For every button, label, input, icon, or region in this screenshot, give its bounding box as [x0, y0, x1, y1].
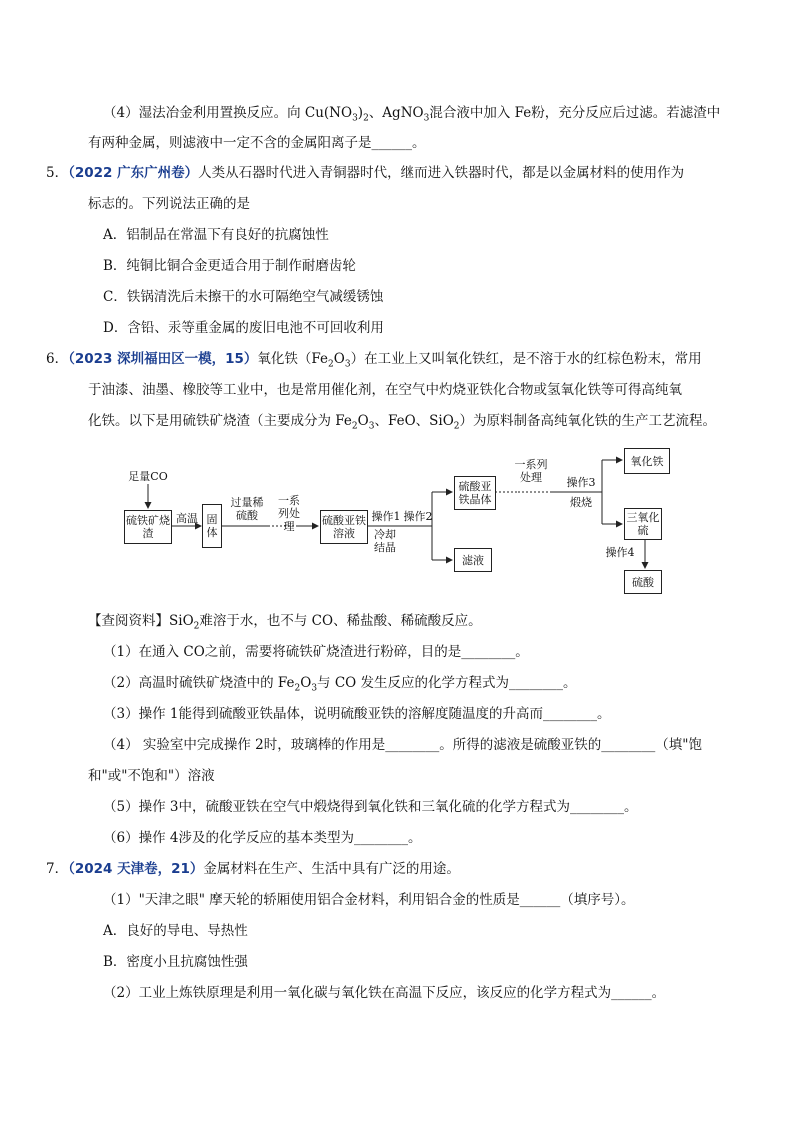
- q7-option-a: A．良好的导电、导热性: [103, 923, 248, 939]
- q7-part2: （2）工业上炼铁原理是利用一氧化碳与氧化铁在高温下反应，该反应的化学方程式为______。: [103, 985, 666, 1001]
- q5-stem-line1: 5．（2022 广东广州卷）人类从石器时代进入青铜器时代，继而进入铁器时代，都是以金属材料的使用作为: [46, 165, 685, 181]
- label-high-temp: 高温: [176, 512, 198, 525]
- q7-stem: 7．（2024 天津卷，21）金属材料在生产、生活中具有广泛的用途。: [46, 861, 460, 877]
- label-acid: 过量稀硫酸: [230, 496, 264, 522]
- q6-part1: （1）在通入 CO之前，需要将硫铁矿烧渣进行粉碎，目的是________。: [103, 644, 529, 660]
- q4-part4-line1: （4）湿法冶金利用置换反应。向 $Cu(NO_3)_2$、AgNO$_3$混合液中加入 Fe粉，充分反应后过滤。若滤渣中: [103, 105, 721, 124]
- box-oxide: 氧化铁: [624, 448, 670, 474]
- box-ore: 硫铁矿烧渣: [124, 510, 172, 544]
- q6-stem-line2: 于油漆、油墨、橡胶等工业中，也是常用催化剂，在空气中灼烧亚铁化合物或氢氧化铁等可得高纯氧: [88, 382, 682, 398]
- box-so3: 三氧化硫: [624, 508, 662, 540]
- q6-stem-line1: 6．（2023 深圳福田区一模，15）氧化铁$(Fe_2O_3)$在工业上又叫氧化铁红，是不溶于水的红棕色粉末，常用: [46, 351, 702, 370]
- label-op2: 操作2: [403, 510, 433, 523]
- q5-option-c: C．铁锅清洗后未擦干的水可隔绝空气减缓锈蚀: [103, 289, 384, 305]
- box-crystal: 硫酸亚铁晶体: [454, 476, 496, 510]
- label-op4: 操作4: [605, 546, 635, 559]
- process-flowchart: [118, 440, 698, 600]
- q4-part4-line2: 有两种金属，则滤液中一定不含的金属阳离子是______。: [88, 135, 426, 151]
- q6-source: （2023 深圳福田区一模，15）: [68, 351, 258, 367]
- q6-stem-line3: 化铁。以下是用硫铁矿烧渣（主要成分为 $Fe_2O_3$、FeO、SiO$_2$）为原料制备高纯氧化铁的生产工艺流程。: [88, 413, 717, 432]
- q6-part5: （5）操作 3中，硫酸亚铁在空气中煅烧得到氧化铁和三氧化硫的化学方程式为________。: [103, 799, 638, 815]
- q5-stem-line2: 标志的。下列说法正确的是: [88, 196, 250, 212]
- box-filtrate: 滤液: [454, 548, 492, 572]
- q7-part1: （1）"天津之眼" 摩天轮的轿厢使用铝合金材料，利用铝合金的性质是______（填序号）。: [103, 892, 635, 908]
- label-series2: 一系列处理: [514, 458, 548, 484]
- box-solid: 固体: [202, 504, 222, 548]
- q5-option-a: A．铝制品在常温下有良好的抗腐蚀性: [103, 227, 329, 243]
- q6-part6: （6）操作 4涉及的化学反应的基本类型为________。: [103, 830, 422, 846]
- q5-option-b: B．纯铜比铜合金更适合用于制作耐磨齿轮: [103, 258, 356, 274]
- label-cool: 冷却结晶: [374, 528, 396, 554]
- q6-part2: （2）高温时硫铁矿烧渣中的 $Fe_2O_3$与 CO 发生反应的化学方程式为________。: [103, 675, 577, 694]
- q5-source: （2022 广东广州卷）: [68, 165, 199, 181]
- q6-info: 【查阅资料】SiO$_2$难溶于水，也不与 CO、稀盐酸、稀硫酸反应。: [88, 613, 482, 632]
- label-series1: 一系列处理: [278, 494, 300, 533]
- box-solution: 硫酸亚铁溶液: [320, 510, 368, 544]
- q6-part3: （3）操作 1能得到硫酸亚铁晶体，说明硫酸亚铁的溶解度随温度的升高而________。: [103, 706, 611, 722]
- q6-part4-line2: 和"或"不饱和"）溶液: [88, 768, 215, 784]
- q5-option-d: D．含铅、汞等重金属的废旧电池不可回收利用: [103, 320, 384, 336]
- q7-source: （2024 天津卷，21）: [68, 861, 204, 877]
- label-op3: 操作3: [566, 476, 596, 489]
- q6-part4-line1: （4） 实验室中完成操作 2时，玻璃棒的作用是________。所得的滤液是硫酸亚铁的________（填"饱: [103, 737, 702, 753]
- box-sulfuric: 硫酸: [624, 570, 662, 594]
- label-op1: 操作1: [371, 510, 401, 523]
- label-co: 足量CO: [128, 470, 168, 483]
- label-calcine: 煅烧: [570, 496, 592, 509]
- q7-option-b: B．密度小且抗腐蚀性强: [103, 954, 248, 970]
